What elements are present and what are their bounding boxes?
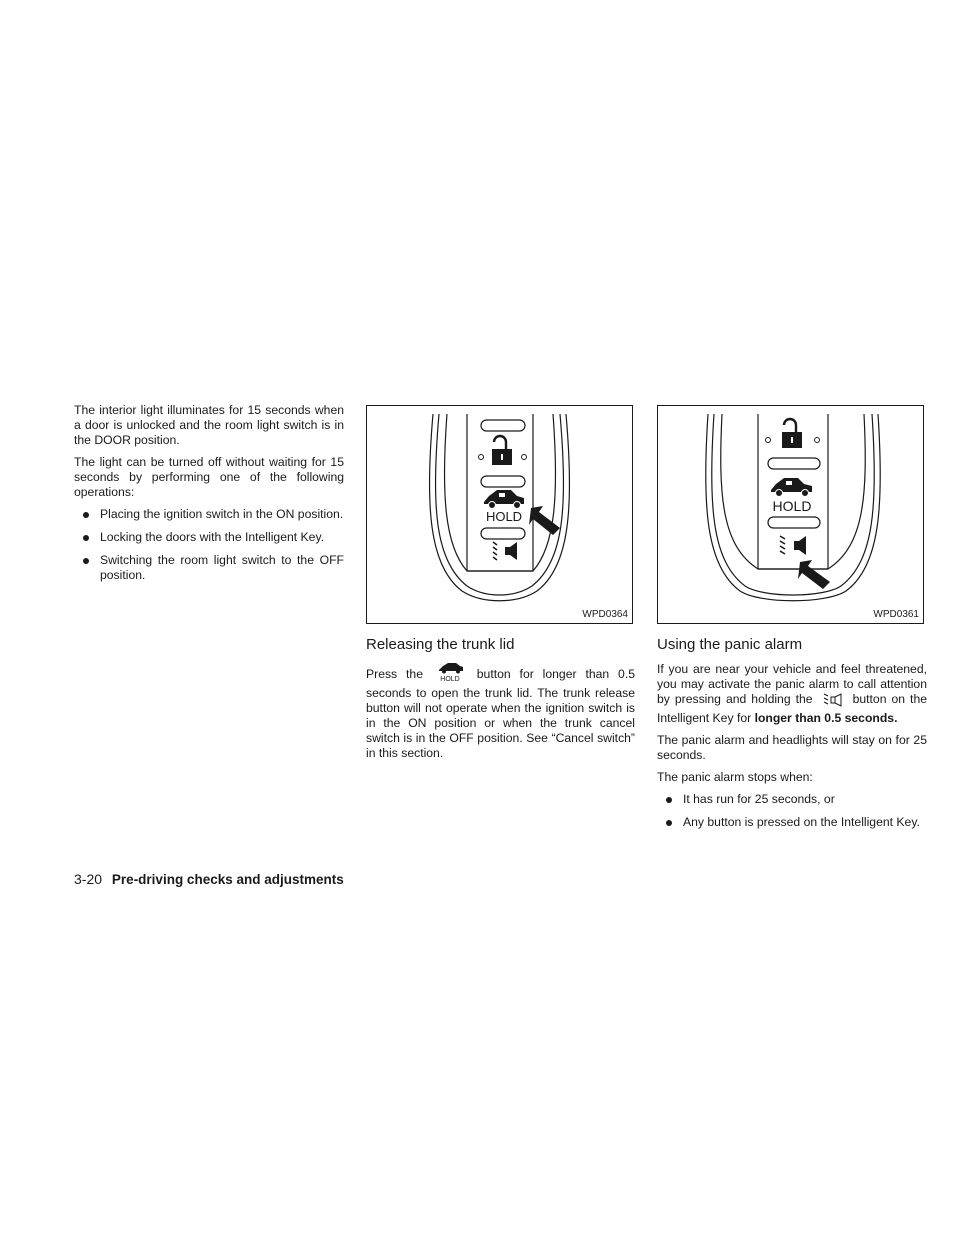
paragraph: The panic alarm and headlights will stay on for 25 seconds. [657,733,927,762]
unlock-icon [479,436,527,465]
list-item: Switching the room light switch to the OFF position. [74,553,344,583]
list-item: Any button is pressed on the Intelligent Key. [657,815,927,830]
list-item: Locking the doors with the Intelligent Key. [74,530,344,545]
text-fragment: button on the Intelligent Key for [657,692,927,725]
paragraph: The panic alarm stops when: [657,770,813,784]
hold-label: HOLD [485,509,523,524]
column-trunk-lid [366,405,635,768]
figure-code: WPD0361 [873,609,919,620]
list-item: It has run for 25 seconds, or [657,792,927,807]
figure-code: WPD0364 [582,609,628,620]
paragraph: The light can be turned off without waiting for 15 seconds by performing one of the following operations: [74,455,344,499]
panic-horn-icon [493,542,517,560]
figure-key-fob-trunk [366,405,633,624]
text-fragment: If you are near your vehicle and feel threatened, you may activate the panic alarm to call attention by pressing and holding the [657,662,927,706]
trunk-hold-inline-icon [436,662,464,686]
column-interior-light [74,403,344,591]
trunk-car-icon [771,478,812,497]
figure-key-fob-panic [657,405,924,624]
emphasis-text: longer than 0.5 seconds. [754,711,898,725]
section-title: Pre-driving checks and adjustments [111,872,344,887]
panic-horn-icon [780,536,806,555]
page-number: 3-20 [74,871,103,887]
section-heading: Using the panic alarm [657,636,803,653]
paragraph [366,662,635,761]
pointer-arrow-icon [529,506,560,535]
panic-inline-icon [822,693,844,711]
hold-label: HOLD [772,498,812,514]
panic-stop-list [657,792,927,830]
operations-list [74,507,344,583]
text-fragment: Press the [366,667,423,681]
column-panic-alarm [657,405,927,838]
key-fob-panic-illustration [658,406,924,624]
page-footer [74,870,344,889]
trunk-car-icon [484,490,524,509]
unlock-icon [766,419,820,448]
section-heading: Releasing the trunk lid [366,636,515,653]
list-item: Placing the ignition switch in the ON position. [74,507,344,522]
svg-text:HOLD: HOLD [440,676,460,682]
paragraph [657,662,927,726]
text-fragment: button for longer than 0.5 seconds to open the trunk lid. The trunk release button will not operate when the ignition switch is in the ON position or when the trunk cancel switch is in the OFF position. See “Cancel switch” in this section. [366,667,635,760]
pointer-arrow-icon [798,560,830,589]
paragraph: The interior light illuminates for 15 seconds when a door is unlocked and the room light switch is in the DOOR position. [74,403,344,447]
key-fob-trunk-illustration [367,406,633,624]
